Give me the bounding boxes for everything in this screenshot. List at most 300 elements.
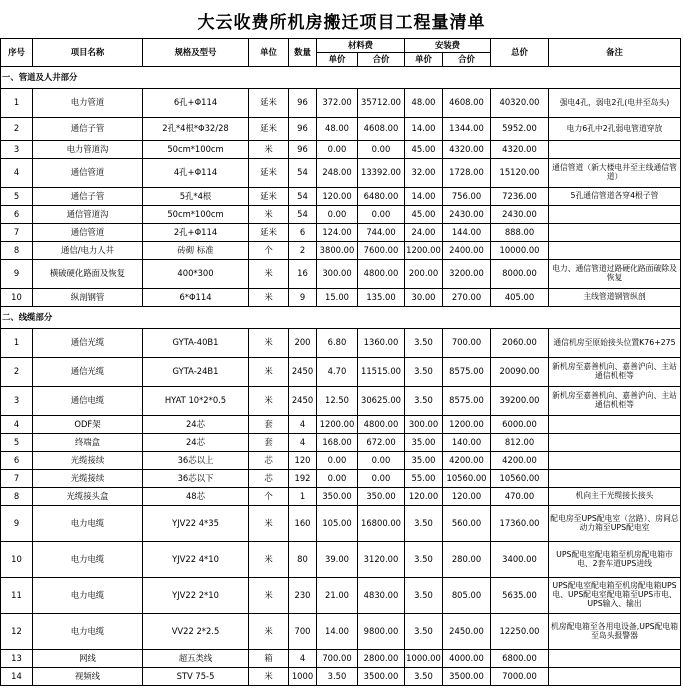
total-price-cell: 5635.00 [491,578,549,614]
install-unit-price-cell: 3.50 [405,614,443,650]
total-price-cell: 20090.00 [491,358,549,387]
install-unit-price-cell: 3.50 [405,506,443,542]
spec-cell: 2孔*4根*Φ32/28 [143,118,249,141]
name-cell: 通信管道 [33,224,143,242]
total-price-cell: 6000.00 [491,416,549,434]
name-cell: 通信/电力人井 [33,242,143,260]
header-spec: 规格及型号 [143,39,249,67]
total-price-cell: 10560.00 [491,470,549,488]
total-price-cell: 4320.00 [491,141,549,159]
table-row [1,89,681,118]
note-cell: 机向主干光缆接长接头 [549,488,681,506]
note-cell: 电力6孔中2孔弱电管道穿放 [549,118,681,141]
install-total-price-cell: 805.00 [443,578,491,614]
install-unit-price-cell: 55.00 [405,470,443,488]
unit-cell: 延米 [249,188,289,206]
material-unit-price-cell: 14.00 [317,614,358,650]
unit-cell: 米 [249,578,289,614]
install-unit-price-cell: 3.50 [405,387,443,416]
spec-cell: 5孔*4根 [143,188,249,206]
unit-cell: 芯 [249,452,289,470]
material-unit-price-cell: 0.00 [317,206,358,224]
seq-cell: 9 [1,506,33,542]
qty-cell: 200 [289,329,317,358]
material-unit-price-cell: 39.00 [317,542,358,578]
qty-cell: 120 [289,452,317,470]
material-unit-price-cell: 1200.00 [317,416,358,434]
unit-cell: 米 [249,141,289,159]
note-cell [549,668,681,686]
total-price-cell: 3400.00 [491,542,549,578]
unit-cell: 米 [249,614,289,650]
note-cell [549,224,681,242]
qty-cell: 96 [289,89,317,118]
material-total-price-cell: 0.00 [358,141,405,159]
table-row [1,488,681,506]
note-cell [549,206,681,224]
qty-cell: 16 [289,260,317,289]
note-cell: 新机房至嘉善机向、嘉善沪向、主站通信机柜等 [549,358,681,387]
table-row [1,329,681,358]
material-unit-price-cell: 3800.00 [317,242,358,260]
spec-cell: 2孔+Φ114 [143,224,249,242]
section-title: 一、管道及人井部分 [1,67,681,89]
spec-cell: 6*Φ114 [143,289,249,307]
material-total-price-cell: 0.00 [358,470,405,488]
spec-cell: HYAT 10*2*0.5 [143,387,249,416]
install-total-price-cell: 1728.00 [443,159,491,188]
spec-cell: GYTA-40B1 [143,329,249,358]
name-cell: 通信光缆 [33,358,143,387]
install-unit-price-cell: 3.50 [405,542,443,578]
seq-cell: 6 [1,206,33,224]
name-cell: 网线 [33,650,143,668]
install-unit-price-cell: 35.00 [405,434,443,452]
install-unit-price-cell: 14.00 [405,118,443,141]
spec-cell: YJV22 2*10 [143,578,249,614]
spec-cell: VV22 2*2.5 [143,614,249,650]
total-price-cell: 812.00 [491,434,549,452]
note-cell: 通信管道（新大楼电井至主线通信管道） [549,159,681,188]
name-cell: 视频线 [33,668,143,686]
spec-cell: 6孔+Φ114 [143,89,249,118]
seq-cell: 8 [1,242,33,260]
material-unit-price-cell: 124.00 [317,224,358,242]
quantity-table [0,38,681,686]
spec-cell: 48芯 [143,488,249,506]
table-row [1,358,681,387]
material-total-price-cell: 11515.00 [358,358,405,387]
seq-cell: 11 [1,578,33,614]
unit-cell: 米 [249,506,289,542]
install-unit-price-cell: 3.50 [405,668,443,686]
table-row [1,118,681,141]
spec-cell: 砖砌 标准 [143,242,249,260]
install-total-price-cell: 3200.00 [443,260,491,289]
name-cell: 电力电缆 [33,542,143,578]
qty-cell: 192 [289,470,317,488]
material-total-price-cell: 2800.00 [358,650,405,668]
unit-cell: 米 [249,387,289,416]
material-unit-price-cell: 300.00 [317,260,358,289]
unit-cell: 个 [249,242,289,260]
section-title: 二、线缆部分 [1,307,681,329]
qty-cell: 96 [289,118,317,141]
table-row [1,260,681,289]
seq-cell: 2 [1,358,33,387]
sheet-title: 大云收费所机房搬迁项目工程量清单 [197,13,486,33]
table-body [1,67,681,686]
unit-cell: 米 [249,668,289,686]
name-cell: 电力电缆 [33,506,143,542]
name-cell: 通信子管 [33,188,143,206]
spec-cell: GYTA-24B1 [143,358,249,387]
material-total-price-cell: 13392.00 [358,159,405,188]
seq-cell: 1 [1,329,33,358]
material-unit-price-cell: 48.00 [317,118,358,141]
install-unit-price-cell: 300.00 [405,416,443,434]
material-unit-price-cell: 0.00 [317,141,358,159]
material-unit-price-cell: 21.00 [317,578,358,614]
material-total-price-cell: 4800.00 [358,416,405,434]
qty-cell: 4 [289,416,317,434]
material-total-price-cell: 9800.00 [358,614,405,650]
spec-cell: 36芯以下 [143,470,249,488]
note-cell: UPS配电室配电箱至机房配电箱UPS电、UPS配电室配电箱至UPS市电、UPS输入、输出 [549,578,681,614]
material-unit-price-cell: 105.00 [317,506,358,542]
total-price-cell: 5952.00 [491,118,549,141]
note-cell: 机房配电箱至各用电设备,UPS配电箱至岛头报警器 [549,614,681,650]
seq-cell: 14 [1,668,33,686]
table-row [1,668,681,686]
seq-cell: 1 [1,89,33,118]
material-unit-price-cell: 120.00 [317,188,358,206]
section-row [1,307,681,329]
total-price-cell: 7000.00 [491,668,549,686]
qty-cell: 6 [289,224,317,242]
material-unit-price-cell: 3.50 [317,668,358,686]
install-unit-price-cell: 35.00 [405,452,443,470]
note-cell: 主线管道钢管纵剖 [549,289,681,307]
material-unit-price-cell: 12.50 [317,387,358,416]
total-price-cell: 12250.00 [491,614,549,650]
qty-cell: 1000 [289,668,317,686]
header-seq: 序号 [1,39,33,67]
note-cell [549,416,681,434]
spec-cell: 4孔+Φ114 [143,159,249,188]
install-total-price-cell: 4320.00 [443,141,491,159]
material-total-price-cell: 135.00 [358,289,405,307]
qty-cell: 2 [289,242,317,260]
install-total-price-cell: 4608.00 [443,89,491,118]
qty-cell: 700 [289,614,317,650]
qty-cell: 96 [289,141,317,159]
material-unit-price-cell: 6.80 [317,329,358,358]
unit-cell: 米 [249,206,289,224]
unit-cell: 米 [249,260,289,289]
spec-cell: 50cm*100cm [143,206,249,224]
install-unit-price-cell: 3.50 [405,329,443,358]
qty-cell: 1 [289,488,317,506]
unit-cell: 延米 [249,159,289,188]
header-unit: 单位 [249,39,289,67]
name-cell: 光缆接续 [33,452,143,470]
table-row [1,141,681,159]
spec-cell: 50cm*100cm [143,141,249,159]
qty-cell: 54 [289,159,317,188]
install-total-price-cell: 10560.00 [443,470,491,488]
spec-cell: 超五类线 [143,650,249,668]
table-row [1,578,681,614]
header-install-unit-price: 单价 [405,53,443,67]
name-cell: 终端盒 [33,434,143,452]
table-row [1,506,681,542]
install-unit-price-cell: 24.00 [405,224,443,242]
name-cell: 光缆接头盒 [33,488,143,506]
table-row [1,542,681,578]
table-row [1,650,681,668]
material-total-price-cell: 6480.00 [358,188,405,206]
header-material: 材料费 [317,39,405,53]
name-cell: 通信光缆 [33,329,143,358]
name-cell: 通信电缆 [33,387,143,416]
unit-cell: 米 [249,329,289,358]
material-total-price-cell: 672.00 [358,434,405,452]
table-row [1,224,681,242]
install-total-price-cell: 280.00 [443,542,491,578]
qty-cell: 4 [289,650,317,668]
install-total-price-cell: 756.00 [443,188,491,206]
table-row [1,434,681,452]
seq-cell: 3 [1,141,33,159]
name-cell: 电力管道 [33,89,143,118]
install-total-price-cell: 4000.00 [443,650,491,668]
total-price-cell: 4200.00 [491,452,549,470]
install-total-price-cell: 1200.00 [443,416,491,434]
install-unit-price-cell: 45.00 [405,141,443,159]
total-price-cell: 888.00 [491,224,549,242]
seq-cell: 6 [1,452,33,470]
material-total-price-cell: 4830.00 [358,578,405,614]
name-cell: 纵剖钢管 [33,289,143,307]
seq-cell: 13 [1,650,33,668]
install-unit-price-cell: 3.50 [405,578,443,614]
note-cell [549,242,681,260]
total-price-cell: 2430.00 [491,206,549,224]
material-unit-price-cell: 0.00 [317,452,358,470]
header-note: 备注 [549,39,681,67]
spec-cell: 36芯以上 [143,452,249,470]
install-unit-price-cell: 32.00 [405,159,443,188]
note-cell: 5孔通信管道各穿4根子管 [549,188,681,206]
material-unit-price-cell: 0.00 [317,470,358,488]
unit-cell: 套 [249,416,289,434]
qty-cell: 54 [289,188,317,206]
material-total-price-cell: 7600.00 [358,242,405,260]
spec-cell: 24芯 [143,434,249,452]
material-total-price-cell: 0.00 [358,206,405,224]
material-total-price-cell: 350.00 [358,488,405,506]
install-total-price-cell: 700.00 [443,329,491,358]
install-unit-price-cell: 30.00 [405,289,443,307]
unit-cell: 延米 [249,118,289,141]
seq-cell: 10 [1,542,33,578]
seq-cell: 7 [1,224,33,242]
seq-cell: 2 [1,118,33,141]
name-cell: 通信子管 [33,118,143,141]
table-row [1,614,681,650]
qty-cell: 54 [289,206,317,224]
material-total-price-cell: 30625.00 [358,387,405,416]
qty-cell: 4 [289,434,317,452]
header-material-unit-price: 单价 [317,53,358,67]
unit-cell: 米 [249,542,289,578]
install-total-price-cell: 560.00 [443,506,491,542]
total-price-cell: 6800.00 [491,650,549,668]
spec-cell: 24芯 [143,416,249,434]
install-total-price-cell: 3500.00 [443,668,491,686]
material-unit-price-cell: 350.00 [317,488,358,506]
name-cell: 电力管道沟 [33,141,143,159]
total-price-cell: 10000.00 [491,242,549,260]
material-total-price-cell: 3500.00 [358,668,405,686]
note-cell [549,141,681,159]
spec-cell: YJV22 4*10 [143,542,249,578]
unit-cell: 个 [249,488,289,506]
install-unit-price-cell: 200.00 [405,260,443,289]
note-cell [549,650,681,668]
seq-cell: 8 [1,488,33,506]
unit-cell: 芯 [249,470,289,488]
header-qty: 数量 [289,39,317,67]
table-row [1,416,681,434]
total-price-cell: 470.00 [491,488,549,506]
material-unit-price-cell: 15.00 [317,289,358,307]
total-price-cell: 15120.00 [491,159,549,188]
total-price-cell: 40320.00 [491,89,549,118]
header-install: 安装费 [405,39,491,53]
seq-cell: 12 [1,614,33,650]
name-cell: 横破硬化路面及恢复 [33,260,143,289]
header-install-total-price: 合价 [443,53,491,67]
header-sum: 总价 [491,39,549,67]
total-price-cell: 17360.00 [491,506,549,542]
unit-cell: 箱 [249,650,289,668]
note-cell: 电力、通信管道过路硬化路面破除及恢复 [549,260,681,289]
section-row [1,67,681,89]
material-total-price-cell: 3120.00 [358,542,405,578]
note-cell: 新机房至嘉善机向、嘉善沪向、主站通信机柜等 [549,387,681,416]
install-total-price-cell: 120.00 [443,488,491,506]
total-price-cell: 2060.00 [491,329,549,358]
total-price-cell: 8000.00 [491,260,549,289]
name-cell: 通信管道 [33,159,143,188]
unit-cell: 延米 [249,89,289,118]
note-cell: UPS配电室配电箱至机房配电箱市电、2套车道UPS进线 [549,542,681,578]
install-total-price-cell: 4200.00 [443,452,491,470]
total-price-cell: 7236.00 [491,188,549,206]
table-row [1,289,681,307]
install-unit-price-cell: 120.00 [405,488,443,506]
qty-cell: 230 [289,578,317,614]
seq-cell: 3 [1,387,33,416]
material-unit-price-cell: 168.00 [317,434,358,452]
spec-cell: 400*300 [143,260,249,289]
material-total-price-cell: 1360.00 [358,329,405,358]
table-row [1,452,681,470]
table-row [1,242,681,260]
qty-cell: 80 [289,542,317,578]
material-total-price-cell: 4800.00 [358,260,405,289]
material-unit-price-cell: 4.70 [317,358,358,387]
seq-cell: 4 [1,416,33,434]
note-cell: 配电房至UPS配电室（岔路）、房间总动力箱至UPS配电室 [549,506,681,542]
install-total-price-cell: 2400.00 [443,242,491,260]
note-cell [549,452,681,470]
table-row [1,387,681,416]
install-unit-price-cell: 48.00 [405,89,443,118]
seq-cell: 7 [1,470,33,488]
note-cell [549,434,681,452]
install-total-price-cell: 8575.00 [443,387,491,416]
name-cell: 通信管道沟 [33,206,143,224]
table-row [1,159,681,188]
table-row [1,188,681,206]
install-unit-price-cell: 3.50 [405,358,443,387]
note-cell [549,470,681,488]
material-total-price-cell: 744.00 [358,224,405,242]
spec-cell: YJV22 4*35 [143,506,249,542]
unit-cell: 米 [249,289,289,307]
seq-cell: 9 [1,260,33,289]
name-cell: 电力电缆 [33,578,143,614]
header-name: 项目名称 [33,39,143,67]
total-price-cell: 405.00 [491,289,549,307]
install-total-price-cell: 8575.00 [443,358,491,387]
install-total-price-cell: 2450.00 [443,614,491,650]
install-unit-price-cell: 14.00 [405,188,443,206]
material-unit-price-cell: 372.00 [317,89,358,118]
seq-cell: 10 [1,289,33,307]
table-row [1,206,681,224]
material-unit-price-cell: 248.00 [317,159,358,188]
install-unit-price-cell: 1200.00 [405,242,443,260]
install-total-price-cell: 144.00 [443,224,491,242]
spec-cell: STV 75-5 [143,668,249,686]
material-total-price-cell: 0.00 [358,452,405,470]
seq-cell: 5 [1,188,33,206]
header-material-total-price: 合价 [358,53,405,67]
note-cell: 强电4孔，弱电2孔(电井至岛头) [549,89,681,118]
material-total-price-cell: 4608.00 [358,118,405,141]
install-total-price-cell: 2430.00 [443,206,491,224]
material-total-price-cell: 35712.00 [358,89,405,118]
note-cell: 通信机房至原始接头位置K76+275 [549,329,681,358]
qty-cell: 9 [289,289,317,307]
unit-cell: 延米 [249,224,289,242]
install-unit-price-cell: 45.00 [405,206,443,224]
qty-cell: 2450 [289,358,317,387]
material-total-price-cell: 16800.00 [358,506,405,542]
unit-cell: 套 [249,434,289,452]
install-unit-price-cell: 1000.00 [405,650,443,668]
install-total-price-cell: 140.00 [443,434,491,452]
unit-cell: 米 [249,358,289,387]
seq-cell: 5 [1,434,33,452]
seq-cell: 4 [1,159,33,188]
material-unit-price-cell: 700.00 [317,650,358,668]
install-total-price-cell: 1344.00 [443,118,491,141]
